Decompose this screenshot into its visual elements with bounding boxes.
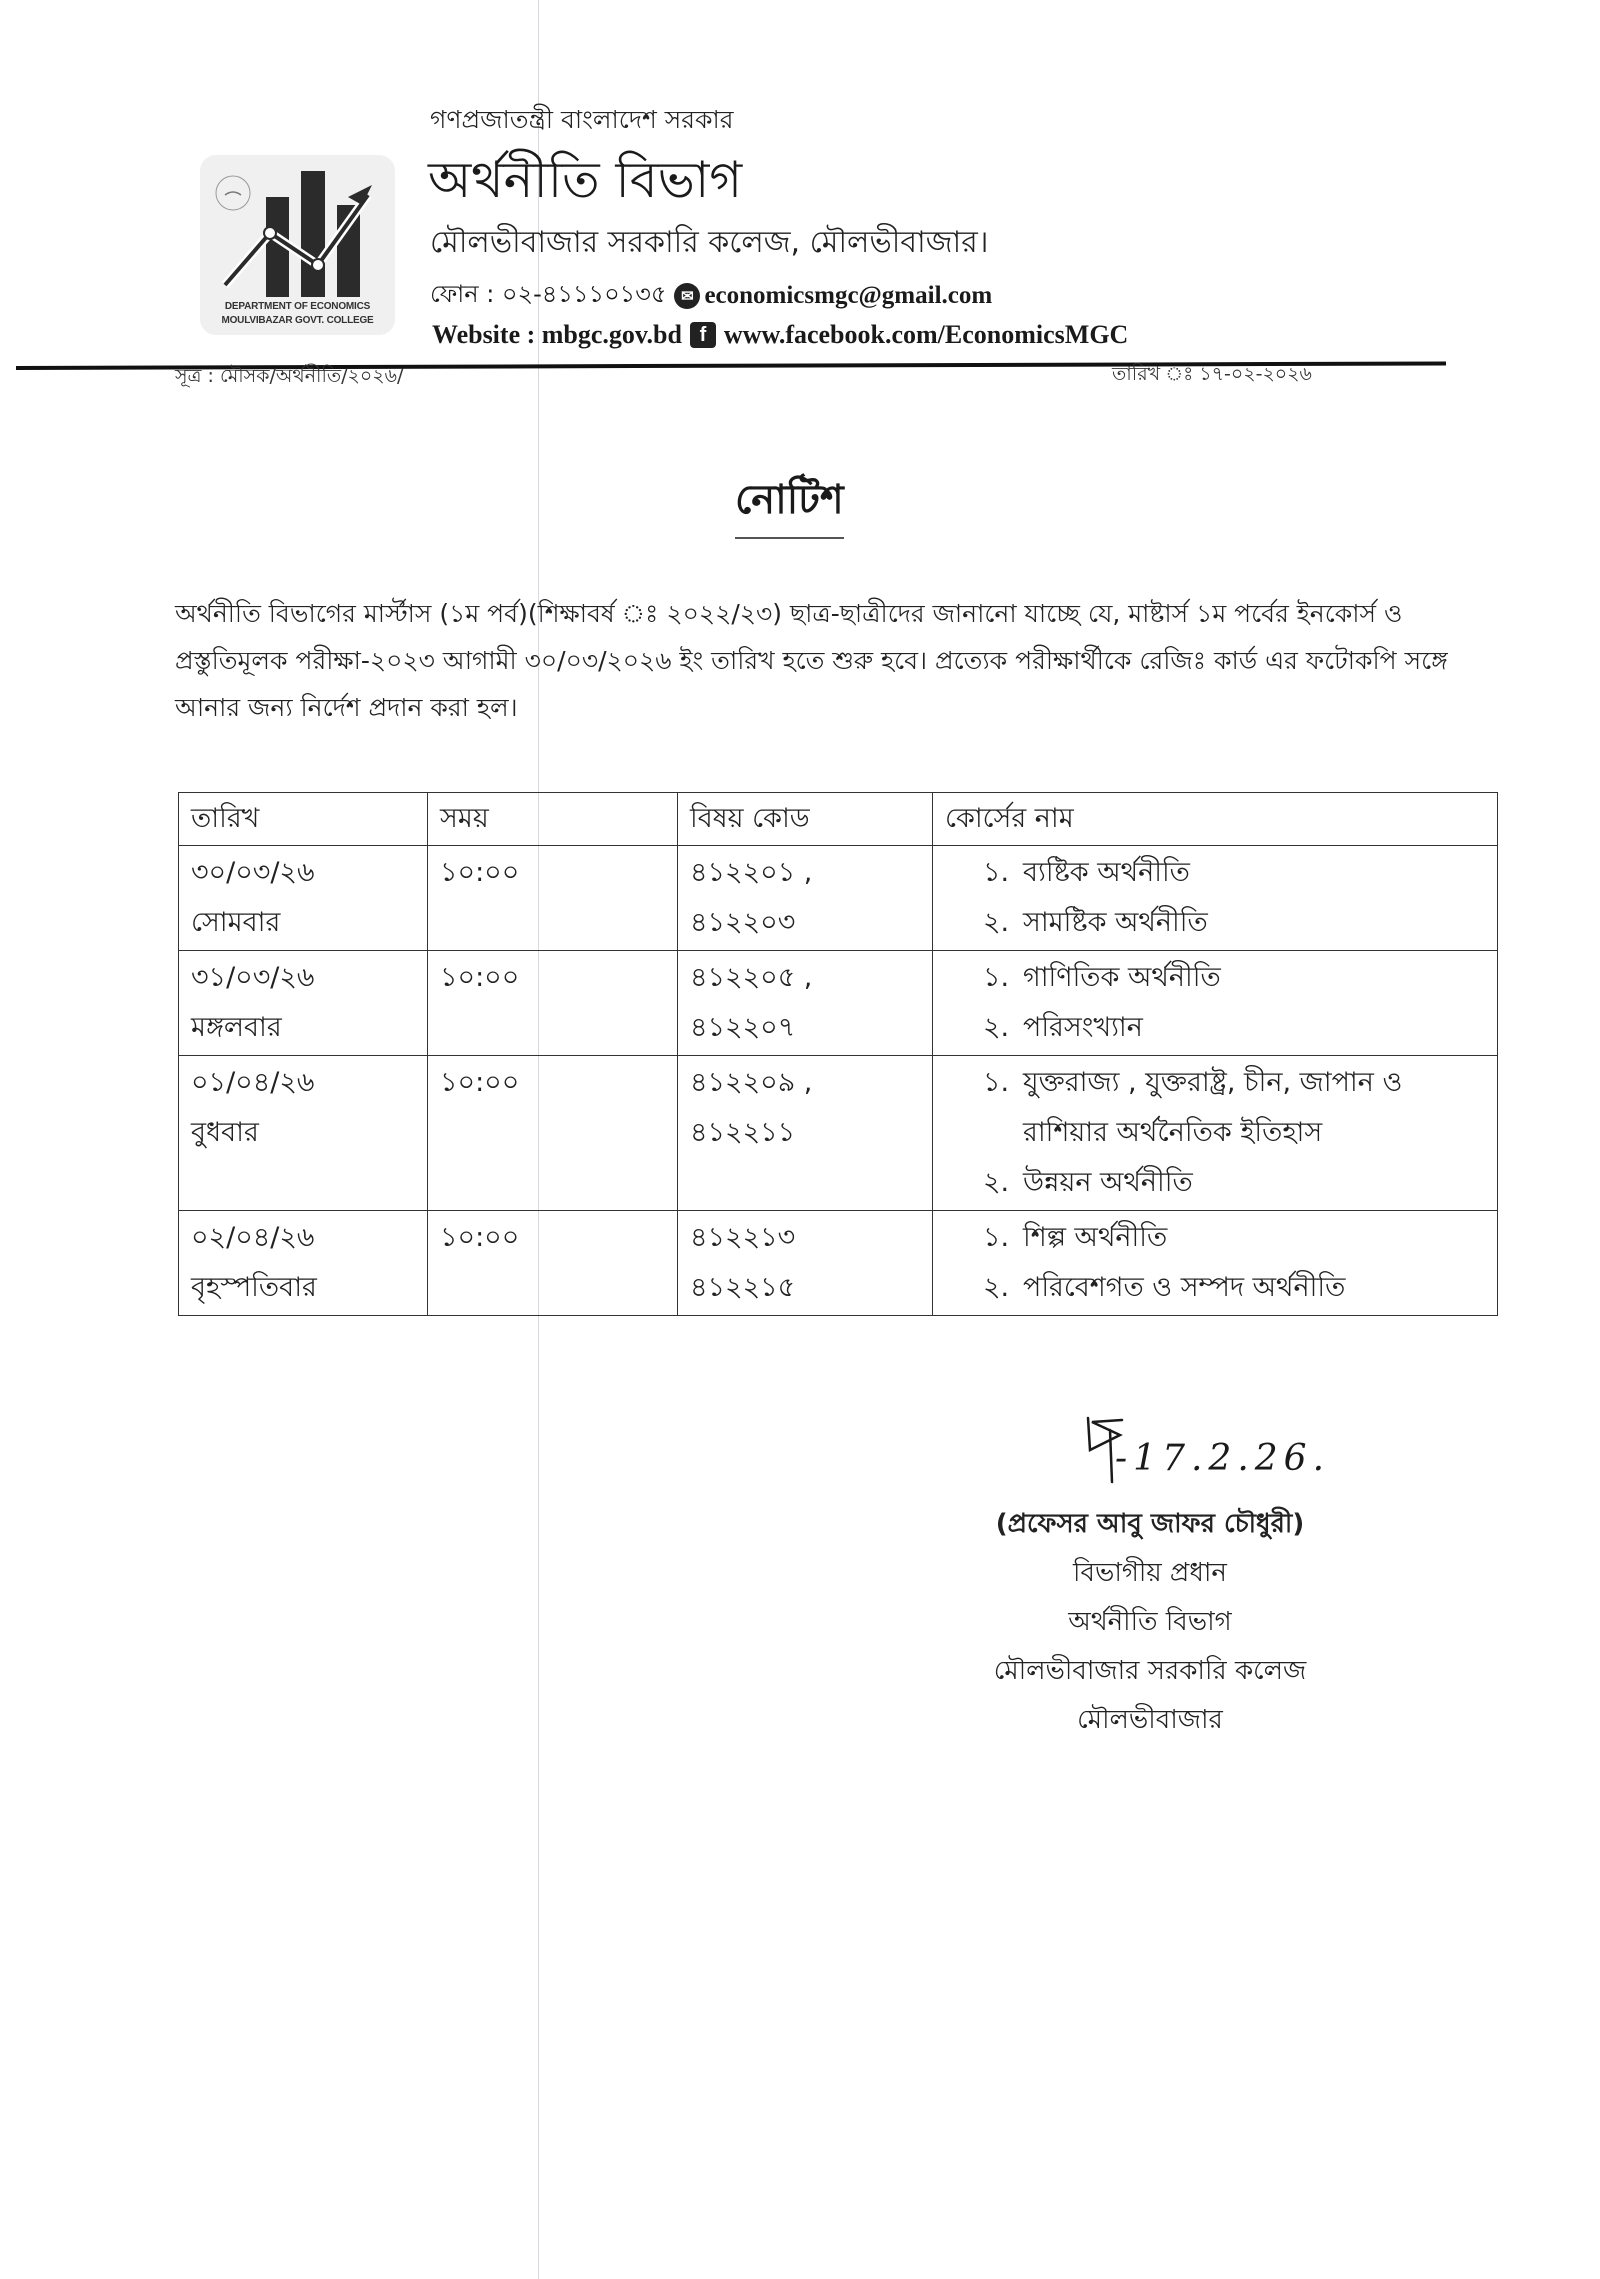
facebook-icon: f [690,322,716,348]
government-name: গণপ্রজাতন্ত্রী বাংলাদেশ সরকার [430,105,734,134]
table-row [179,951,1498,1056]
course-item [983,1158,1485,1208]
course-item [983,1213,1485,1263]
course-name: পরিবেশগত ও সম্পদ অর্থনীতি [1023,1272,1346,1303]
website-link[interactable]: Website : mbgc.gov.bd [432,320,682,349]
exam-date: ০২/০৪/২৬ [191,1222,315,1253]
cell-date [179,1056,428,1211]
course-number: ২. [983,1272,1010,1303]
cell-time: ১০:০০ [428,1056,678,1211]
table-row [179,1056,1498,1211]
department-logo [200,155,395,335]
table-row [179,1211,1498,1316]
logo-caption-line2: MOULVIBAZAR GOVT. COLLEGE [221,315,374,326]
cell-date [179,951,428,1056]
phone-number: ফোন : ০২-৪১১১০১৩৫ [430,280,667,308]
course-number: ২. [983,1012,1010,1043]
course-item [983,1003,1485,1053]
course-name: ব্যষ্টিক অর্থনীতি [1023,857,1190,888]
memo-reference: সূত্র : মৌসক/অর্থনীতি/২০২৬/ [175,365,404,387]
course-number: ১. [983,962,1010,993]
cell-time: ১০:০০ [428,951,678,1056]
subject-code: ৪১২২০৫ , [690,962,813,993]
facebook-link[interactable]: www.facebook.com/EconomicsMGC [723,320,1129,349]
course-item [983,953,1485,1003]
exam-date: ৩০/০৩/২৬ [191,857,315,888]
subject-code: ৪১২২০৩ [690,907,796,938]
exam-schedule-table [178,792,1498,1316]
course-item [983,1263,1485,1313]
table-row [179,846,1498,951]
subject-code: ৪১২২০৭ [690,1012,796,1043]
subject-code: ৪১২২১৩ [690,1222,796,1253]
email-address[interactable]: economicsmgc@gmail.com [704,282,993,309]
header-time: সময় [428,793,678,846]
contact-line [430,276,992,316]
course-name: পরিসংখ্যান [1023,1012,1143,1043]
signature-block [940,1500,1360,1745]
course-number: ১. [983,1222,1010,1253]
exam-day: বুধবার [191,1117,259,1148]
cell-time: ১০:০০ [428,1211,678,1316]
cell-courses [933,1056,1498,1211]
course-number: ১. [983,1067,1010,1098]
cell-codes [678,1056,933,1211]
memo-date: তারিখ ঃ ১৭-০২-২০২৬ [1112,363,1312,385]
cell-codes [678,1211,933,1316]
course-name: যুক্তরাজ্য , যুক্তরাষ্ট্র, চীন, জাপান ও রাশিয়ার অর্থনৈতিক ইতিহাস [1023,1067,1403,1148]
notice-title: নোটিশ [735,468,844,539]
cell-date [179,1211,428,1316]
subject-code: ৪১২২১৫ [690,1272,796,1303]
notice-body: অর্থনীতি বিভাগের মার্স্টাস (১ম পর্ব)(শিক্ষাবর্ষ ঃ ২০২২/২৩) ছাত্র-ছাত্রীদের জানানো যাচ্ছে যে, মাষ্টার্স ১ম পর্বের ইনকোর্স ও প্রস্তুতিমূলক পরীক্ষা-২০২৩ আগামী ৩০/০৩/২০২৬ ইং তারিখ হতে শুরু হবে। প্রত্যেক পরীক্ষার্থীকে রেজিঃ কার্ড এর ফটোকপি সঙ্গে আনার জন্য নির্দেশ প্রদান করা হল। [175,599,1448,722]
course-item [983,898,1485,948]
signatory-city: মৌলভীবাজার [1077,1705,1223,1735]
course-number: ১. [983,857,1010,888]
cell-date [179,846,428,951]
course-name: শিল্প অর্থনীতি [1023,1222,1168,1253]
signature-date: -17.2.26. [1115,1438,1331,1479]
cell-courses [933,846,1498,951]
course-number: ২. [983,907,1010,938]
header-date: তারিখ [179,793,428,846]
cell-codes [678,951,933,1056]
cell-time: ১০:০০ [428,846,678,951]
signatory-department: অর্থনীতি বিভাগ [1068,1607,1232,1637]
course-name: উন্নয়ন অর্থনীতি [1023,1167,1193,1198]
exam-date: ০১/০৪/২৬ [191,1067,315,1098]
course-name: গাণিতিক অর্থনীতি [1023,962,1221,993]
signatory-name: (প্রফেসর আবু জাফর চৌধুরী) [995,1509,1305,1539]
header-course-name: কোর্সের নাম [933,793,1498,846]
logo-caption-line1: DEPARTMENT OF ECONOMICS [224,301,371,312]
cell-courses [933,951,1498,1056]
signatory-designation: বিভাগীয় প্রধান [1073,1558,1227,1588]
cell-codes [678,846,933,951]
chart-arrow-logo-icon [200,155,395,300]
course-item [983,848,1485,898]
signatory-college: মৌলভীবাজার সরকারি কলেজ [993,1656,1307,1686]
subject-code: ৪১২২০১ , [690,857,813,888]
web-line [432,320,1128,350]
envelope-icon: ✉ [674,283,700,309]
subject-code: ৪১২২১১ [690,1117,796,1148]
exam-day: সোমবার [191,907,281,938]
course-item [983,1058,1485,1158]
subject-code: ৪১২২০৯ , [690,1067,813,1098]
department-title: অর্থনীতি বিভাগ [428,151,743,209]
table-header-row [179,793,1498,846]
college-name: মৌলভীবাজার সরকারি কলেজ, মৌলভীবাজার। [430,225,989,260]
cell-courses [933,1211,1498,1316]
course-name: সামষ্টিক অর্থনীতি [1023,907,1208,938]
course-number: ২. [983,1167,1010,1198]
exam-day: বৃহস্পতিবার [191,1272,317,1303]
exam-day: মঙ্গলবার [191,1012,282,1043]
header-subject-code: বিষয় কোড [678,793,933,846]
exam-date: ৩১/০৩/২৬ [191,962,315,993]
